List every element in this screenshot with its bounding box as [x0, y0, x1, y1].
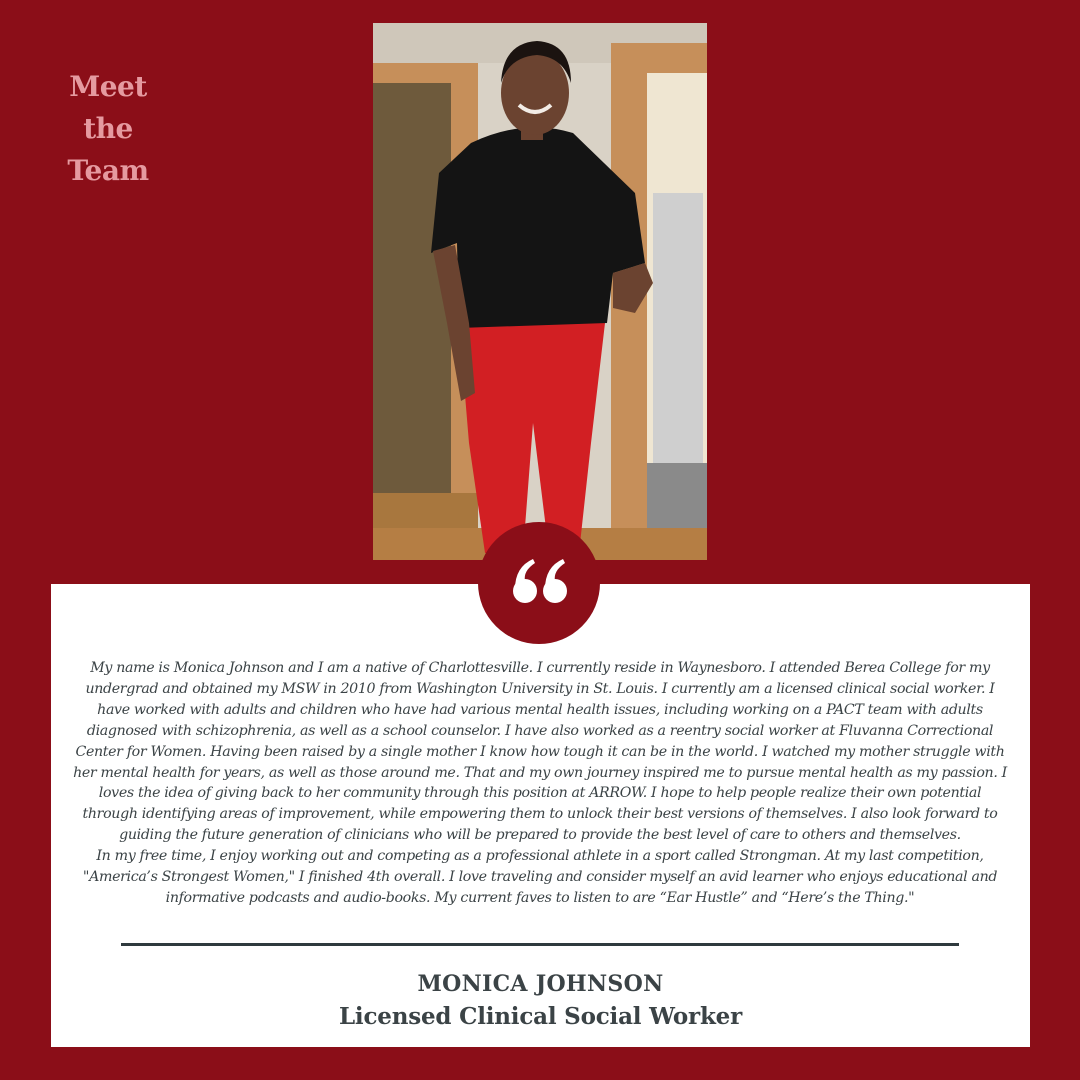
meet-the-team-heading	[48, 66, 168, 192]
profile-photo	[373, 23, 707, 560]
heading-line-3: Team	[67, 154, 149, 187]
heading-line-1: Meet	[69, 70, 147, 103]
quote-badge	[478, 522, 600, 644]
divider	[121, 943, 959, 946]
person-title: Licensed Clinical Social Worker	[338, 1003, 743, 1030]
heading-line-2: the	[83, 112, 133, 145]
double-quote-icon	[513, 559, 567, 605]
person-name: MONICA JOHNSON	[417, 971, 664, 997]
bio-text	[73, 658, 1007, 909]
bio-paragraph-1: My name is Monica Johnson and I am a native of Charlottesville. I currently reside in Waynesboro. I attended Berea College for my undergrad and obtained my MSW in 2010 from Washington University in St. Louis. I currently am a licensed clinical social worker. I have worked with adults and children who have had various mental health issues, including working on a PACT team with adults diagnosed with schizophrenia, as well as a school counselor. I have also worked as a reentry social worker at Fluvanna Correctional Center for Women. Having been raised by a single mother I know how tough it can be in the world. I watched my mother struggle with her mental health for years, as well as those around me. That and my own journey inspired me to pursue mental health as my passion. I loves the idea of giving back to her community through this position at ARROW. I hope to help people realize their own potential through identifying areas of improvement, while empowering them to unlock their best versions of themselves. I also look forward to guiding the future generation of clinicians who will be prepared to provide the best level of care to others and themselves.	[73, 660, 1007, 844]
bio-paragraph-2: In my free time, I enjoy working out and competing as a professional athlete in a sport called Strongman. At my last competition, "America’s Strongest Women," I finished 4th overall. I love traveling and consider myself an avid learner who enjoys educational and informative podcasts and audio-books. My current faves to listen to are “Ear Hustle” and “Here’s the Thing."	[82, 848, 998, 906]
